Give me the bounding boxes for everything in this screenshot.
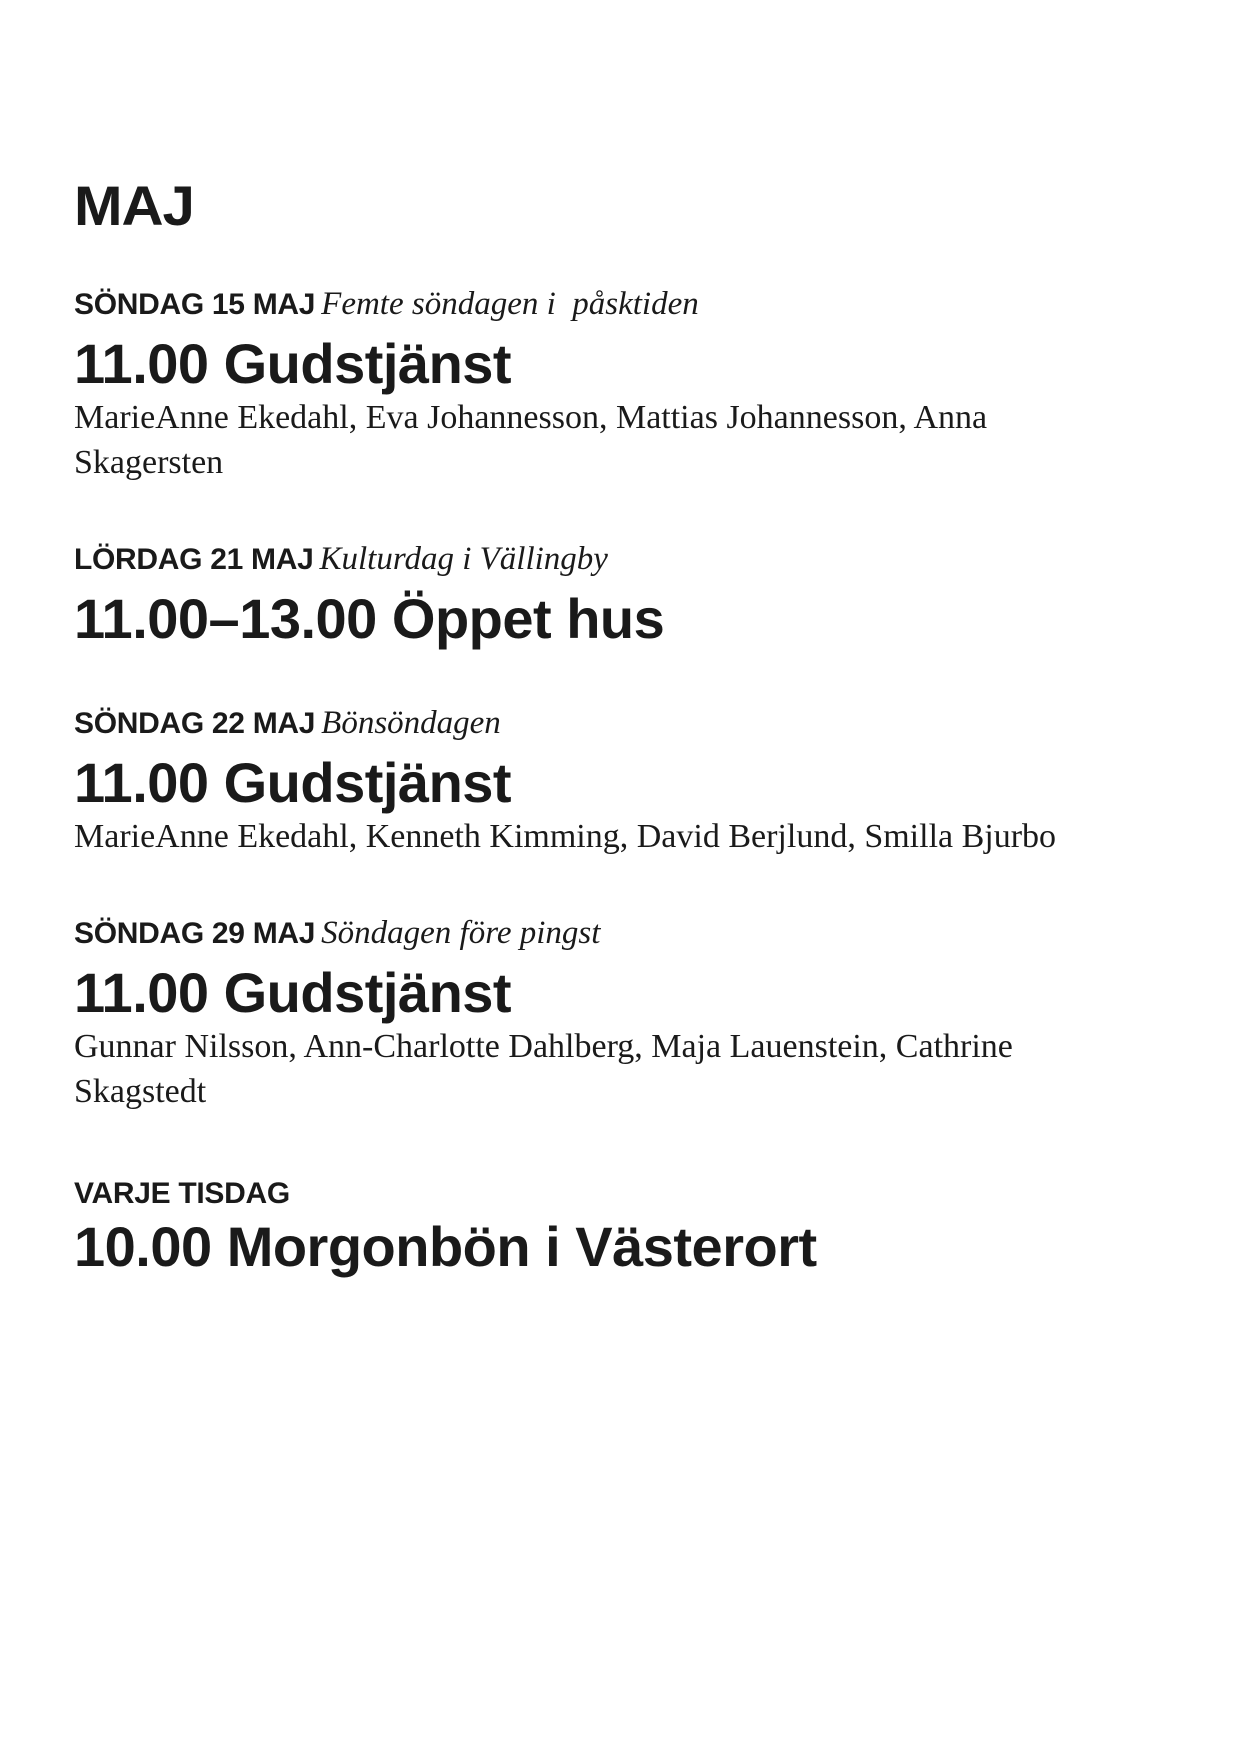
event-service: 11.00 Gudstjänst [74, 332, 512, 395]
event-note: Söndagen före pingst [321, 915, 601, 951]
event-day-line [74, 283, 1174, 325]
event-day: SÖNDAG 29 MAJ [74, 917, 316, 950]
event-note: Kulturdag i Vällingby [319, 541, 608, 577]
event-day: VARJE TISDAG [74, 1177, 290, 1210]
event-people: MarieAnne Ekedahl, Eva Johannesson, Mattias Johannesson, Anna Skagersten [74, 399, 988, 481]
event-day: SÖNDAG 22 MAJ [74, 707, 316, 740]
event-day: LÖRDAG 21 MAJ [74, 543, 314, 576]
event-people: MarieAnne Ekedahl, Kenneth Kimming, David Berjlund, Smilla Bjurbo [74, 818, 1057, 855]
event-day-line [74, 1172, 1174, 1214]
event-day: SÖNDAG 15 MAJ [74, 288, 316, 321]
event-service: 11.00 Gudstjänst [74, 961, 512, 1024]
event-service: 11.00–13.00 Öppet hus [74, 587, 665, 650]
event-item [74, 538, 1174, 650]
event-item [74, 1172, 1174, 1278]
month-title: MAJ [74, 174, 194, 237]
event-note: Bönsöndagen [321, 705, 501, 741]
event-item [74, 912, 1174, 1114]
event-note: Femte söndagen i påsktiden [321, 286, 699, 322]
event-day-line [74, 702, 1174, 744]
event-people: Gunnar Nilsson, Ann-Charlotte Dahlberg, Maja Lauenstein, Cathrine Skagstedt [74, 1028, 1013, 1110]
event-day-line [74, 538, 1174, 580]
event-item [74, 702, 1174, 859]
event-day-line [74, 912, 1174, 954]
event-service: 11.00 Gudstjänst [74, 751, 512, 814]
event-service: 10.00 Morgonbön i Västerort [74, 1215, 817, 1278]
event-item [74, 283, 1174, 485]
